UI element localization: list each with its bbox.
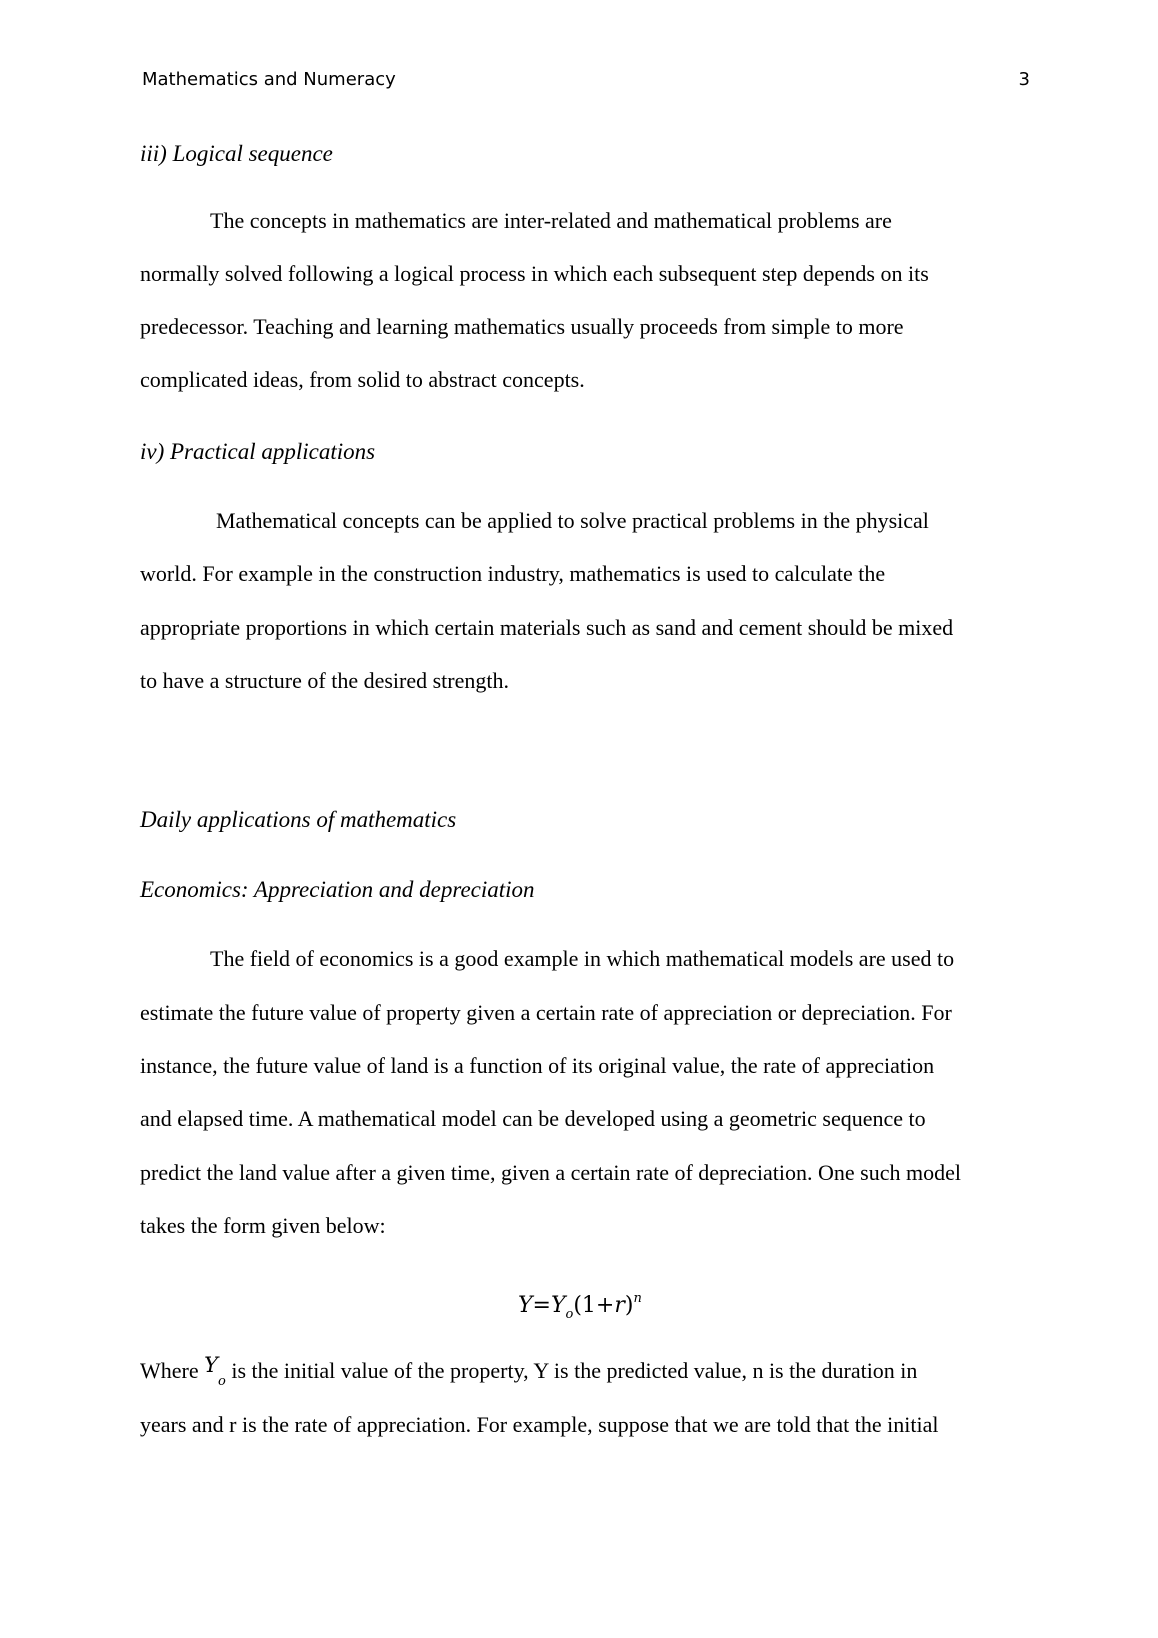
equation-plus: + <box>595 1293 615 1318</box>
equation-rate: r <box>614 1293 625 1318</box>
equation-base-subscript: o <box>565 1307 574 1322</box>
paragraph-line: and elapsed time. A mathematical model can be developed using a geometric sequence to <box>140 1106 926 1131</box>
equation-one: 1 <box>581 1293 596 1318</box>
equation-close-paren: ) <box>624 1293 634 1318</box>
equation-equals: = <box>532 1293 551 1318</box>
running-header-title: Mathematics and Numeracy <box>142 69 396 90</box>
page-number: 3 <box>1018 69 1030 90</box>
where-line <box>140 1353 918 1397</box>
paragraph-line: instance, the future value of land is a function of its original value, the rate of appreciation <box>140 1053 935 1078</box>
paragraph-line: Mathematical concepts can be applied to solve practical problems in the physical <box>216 508 929 533</box>
equation-exponent: n <box>633 1291 642 1306</box>
paragraph-line: to have a structure of the desired strength. <box>140 668 509 693</box>
paragraph-line: complicated ideas, from solid to abstract concepts. <box>140 367 585 392</box>
paragraph-line: The field of economics is a good example in which mathematical models are used to <box>210 946 955 971</box>
paragraph-line: years and r is the rate of appreciation. For example, suppose that we are told that the initial <box>140 1412 939 1437</box>
heading-practical-applications: iv) Practical applications <box>140 439 376 464</box>
heading-daily-applications: Daily applications of mathematics <box>140 807 457 832</box>
paragraph-line: The concepts in mathematics are inter-related and mathematical problems are <box>210 208 892 233</box>
paragraph-line: normally solved following a logical process in which each subsequent step depends on its <box>140 261 929 286</box>
paragraph-line: takes the form given below: <box>140 1213 386 1238</box>
paragraph-line: appropriate proportions in which certain materials such as sand and cement should be mixed <box>140 615 954 640</box>
initial-value-symbol <box>204 1353 226 1389</box>
heading-logical-sequence: iii) Logical sequence <box>140 141 333 166</box>
paragraph-line: world. For example in the construction industry, mathematics is used to calculate the <box>140 561 886 586</box>
equation-lhs: Y <box>518 1293 533 1318</box>
paragraph-line: predict the land value after a given time, given a certain rate of depreciation. One such model <box>140 1160 961 1185</box>
initial-value-symbol-subscript: o <box>218 1374 226 1389</box>
equation-open-paren: ( <box>573 1293 582 1318</box>
paragraph-line: predecessor. Teaching and learning mathematics usually proceeds from simple to more <box>140 314 904 339</box>
where-suffix: is the initial value of the property, Y is the predicted value, n is the duration in <box>225 1358 918 1383</box>
paragraph-line: estimate the future value of property given a certain rate of appreciation or depreciation. For <box>140 1000 952 1025</box>
appreciation-equation <box>518 1284 642 1330</box>
initial-value-symbol-letter: Y <box>204 1353 218 1377</box>
where-prefix: Where <box>140 1358 205 1383</box>
heading-economics: Economics: Appreciation and depreciation <box>140 877 535 902</box>
equation-base: Y <box>550 1293 566 1318</box>
